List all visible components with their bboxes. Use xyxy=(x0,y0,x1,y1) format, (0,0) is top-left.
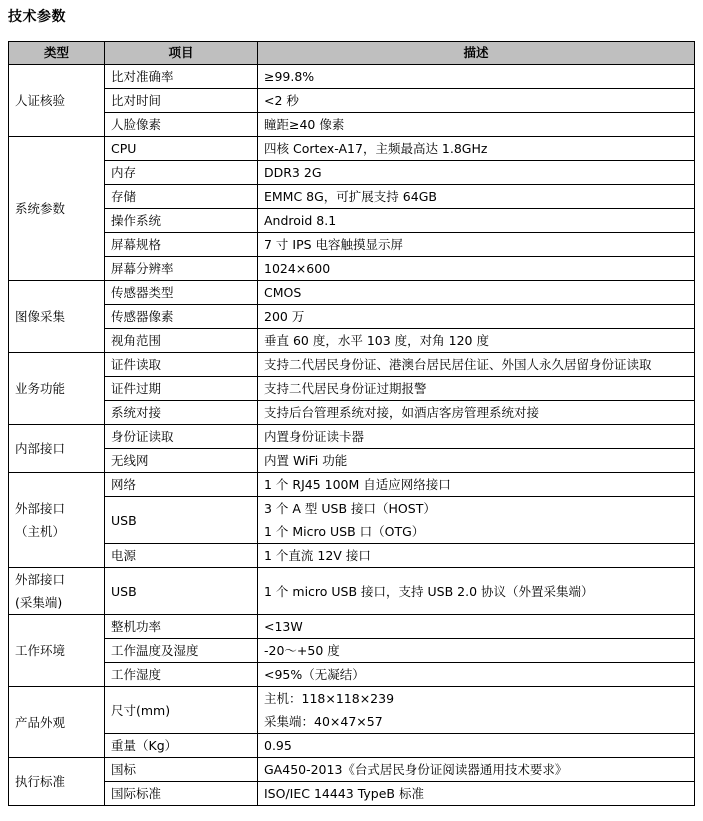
description-line: Android 8.1 xyxy=(264,213,337,228)
category-label: 外部接口 xyxy=(15,572,66,587)
description-cell xyxy=(258,639,695,663)
description-line: 0.95 xyxy=(264,738,292,753)
table-row xyxy=(9,353,695,377)
table-row xyxy=(9,615,695,639)
description-cell xyxy=(258,353,695,377)
category-cell xyxy=(9,758,105,806)
description-line: 四核 Cortex-A17，主频最高达 1.8GHz xyxy=(264,141,488,156)
description-cell xyxy=(258,687,695,734)
category-cell xyxy=(9,65,105,137)
description-line: 1 个 RJ45 100M 自适应网络接口 xyxy=(264,477,451,492)
category-cell xyxy=(9,425,105,473)
item-cell: 国际标准 xyxy=(105,782,258,806)
description-line: GA450-2013《台式居民身份证阅读器通用技术要求》 xyxy=(264,762,568,777)
table-row xyxy=(9,185,695,209)
description-cell xyxy=(258,782,695,806)
table-row xyxy=(9,758,695,782)
table-row xyxy=(9,161,695,185)
category-cell xyxy=(9,687,105,758)
item-cell: USB xyxy=(105,568,258,615)
description-line: 支持后台管理系统对接，如酒店客房管理系统对接 xyxy=(264,405,540,420)
description-cell xyxy=(258,497,695,544)
description-line: 内置身份证读卡器 xyxy=(264,429,365,444)
table-row xyxy=(9,401,695,425)
spec-table xyxy=(8,41,695,806)
table-row xyxy=(9,377,695,401)
item-cell: 视角范围 xyxy=(105,329,258,353)
description-line: 3 个 A 型 USB 接口（HOST） xyxy=(264,501,436,516)
item-cell: 传感器像素 xyxy=(105,305,258,329)
category-label: 业务功能 xyxy=(15,381,66,396)
description-line: 1 个直流 12V 接口 xyxy=(264,548,371,563)
description-line: DDR3 2G xyxy=(264,165,322,180)
description-line: 1 个 Micro USB 口（OTG） xyxy=(264,524,425,539)
description-cell xyxy=(258,473,695,497)
category-label: 图像采集 xyxy=(15,309,66,324)
header-type: 类型 xyxy=(9,42,105,65)
category-cell xyxy=(9,353,105,425)
table-row xyxy=(9,329,695,353)
category-cell xyxy=(9,615,105,687)
table-row xyxy=(9,497,695,544)
description-line: CMOS xyxy=(264,285,302,300)
item-cell: 系统对接 xyxy=(105,401,258,425)
table-row xyxy=(9,473,695,497)
table-row xyxy=(9,137,695,161)
table-row xyxy=(9,281,695,305)
table-row xyxy=(9,113,695,137)
description-line: 7 寸 IPS 电容触摸显示屏 xyxy=(264,237,404,252)
description-line: ≥99.8% xyxy=(264,69,315,84)
description-line: 200 万 xyxy=(264,309,305,324)
table-row xyxy=(9,257,695,281)
header-item: 项目 xyxy=(105,42,258,65)
description-line: 主机：118×118×239 xyxy=(264,691,395,706)
spec-table-body xyxy=(9,65,695,806)
table-row xyxy=(9,233,695,257)
item-cell: 证件过期 xyxy=(105,377,258,401)
category-label: 内部接口 xyxy=(15,441,66,456)
item-cell: CPU xyxy=(105,137,258,161)
description-line: 内置 WiFi 功能 xyxy=(264,453,348,468)
description-cell xyxy=(258,401,695,425)
description-cell xyxy=(258,449,695,473)
table-header-row xyxy=(9,42,695,65)
table-row xyxy=(9,544,695,568)
item-cell: 人脸像素 xyxy=(105,113,258,137)
item-cell: 国标 xyxy=(105,758,258,782)
item-cell: 无线网 xyxy=(105,449,258,473)
category-label: 工作环境 xyxy=(15,643,66,658)
description-line: 1024×600 xyxy=(264,261,331,276)
description-line: 瞳距≥40 像素 xyxy=(264,117,345,132)
item-cell: 屏幕规格 xyxy=(105,233,258,257)
description-cell xyxy=(258,377,695,401)
description-cell xyxy=(258,281,695,305)
item-cell: 屏幕分辨率 xyxy=(105,257,258,281)
item-cell: USB xyxy=(105,497,258,544)
item-cell: 尺寸(mm) xyxy=(105,687,258,734)
item-cell: 网络 xyxy=(105,473,258,497)
description-cell xyxy=(258,65,695,89)
table-row xyxy=(9,663,695,687)
category-label: (采集端) xyxy=(15,595,63,610)
category-cell xyxy=(9,137,105,281)
description-cell xyxy=(258,161,695,185)
description-line: <13W xyxy=(264,619,303,634)
description-cell xyxy=(258,425,695,449)
description-cell xyxy=(258,305,695,329)
item-cell: 证件读取 xyxy=(105,353,258,377)
description-cell xyxy=(258,329,695,353)
description-line: 采集端：40×47×57 xyxy=(264,714,383,729)
description-line: -20～+50 度 xyxy=(264,643,340,658)
header-desc: 描述 xyxy=(258,42,695,65)
table-row xyxy=(9,568,695,615)
category-label: 外部接口 xyxy=(15,501,66,516)
item-cell: 存储 xyxy=(105,185,258,209)
description-line: <95%（无凝结） xyxy=(264,667,365,682)
category-cell xyxy=(9,281,105,353)
description-line: ISO/IEC 14443 TypeB 标准 xyxy=(264,786,424,801)
table-row xyxy=(9,734,695,758)
item-cell: 内存 xyxy=(105,161,258,185)
table-row xyxy=(9,639,695,663)
description-cell xyxy=(258,758,695,782)
item-cell: 比对时间 xyxy=(105,89,258,113)
item-cell: 工作湿度 xyxy=(105,663,258,687)
description-cell xyxy=(258,257,695,281)
description-cell xyxy=(258,544,695,568)
category-label: 人证核验 xyxy=(15,93,66,108)
description-cell xyxy=(258,615,695,639)
description-cell xyxy=(258,209,695,233)
item-cell: 传感器类型 xyxy=(105,281,258,305)
description-line: 支持二代居民身份证过期报警 xyxy=(264,381,427,396)
item-cell: 比对准确率 xyxy=(105,65,258,89)
category-label: （主机） xyxy=(15,524,66,539)
category-label: 系统参数 xyxy=(15,201,66,216)
item-cell: 电源 xyxy=(105,544,258,568)
table-row xyxy=(9,687,695,734)
table-row xyxy=(9,305,695,329)
table-row xyxy=(9,449,695,473)
table-row xyxy=(9,425,695,449)
category-label: 产品外观 xyxy=(15,714,66,730)
description-cell xyxy=(258,233,695,257)
description-line: EMMC 8G，可扩展支持 64GB xyxy=(264,189,437,204)
table-row xyxy=(9,209,695,233)
table-row xyxy=(9,782,695,806)
description-line: 1 个 micro USB 接口，支持 USB 2.0 协议（外置采集端） xyxy=(264,583,594,599)
item-cell: 身份证读取 xyxy=(105,425,258,449)
description-cell xyxy=(258,568,695,615)
item-cell: 操作系统 xyxy=(105,209,258,233)
category-cell xyxy=(9,473,105,568)
category-cell xyxy=(9,568,105,615)
description-cell xyxy=(258,663,695,687)
description-cell xyxy=(258,89,695,113)
description-cell xyxy=(258,113,695,137)
description-cell xyxy=(258,185,695,209)
description-line: 支持二代居民身份证、港澳台居民居住证、外国人永久居留身份证读取 xyxy=(264,357,652,372)
item-cell: 工作温度及湿度 xyxy=(105,639,258,663)
table-row xyxy=(9,65,695,89)
category-label: 执行标准 xyxy=(15,774,66,789)
item-cell: 重量（Kg） xyxy=(105,734,258,758)
table-row xyxy=(9,89,695,113)
description-line: <2 秒 xyxy=(264,93,299,108)
description-line: 垂直 60 度，水平 103 度，对角 120 度 xyxy=(264,333,489,348)
description-cell xyxy=(258,137,695,161)
description-cell xyxy=(258,734,695,758)
item-cell: 整机功率 xyxy=(105,615,258,639)
section-title: 技术参数 xyxy=(8,9,66,25)
